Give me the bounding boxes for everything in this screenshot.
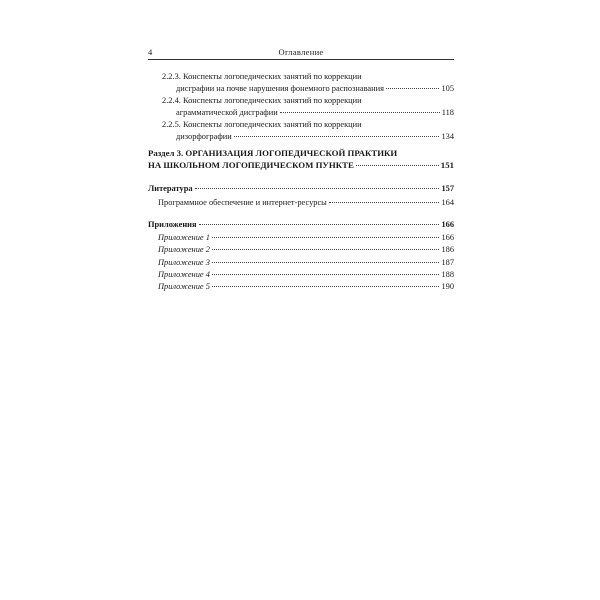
toc-entry-text: дисграфии на почве нарушения фонемного распознавания	[176, 84, 384, 94]
appendix-label: Приложение 4	[158, 270, 210, 280]
appendices-label: Приложения	[148, 220, 197, 230]
dot-leader	[212, 229, 440, 238]
appendix-label: Приложение 2	[158, 245, 210, 255]
toc-entry-text: 2.2.3. Конспекты логопедических занятий по коррекции	[162, 72, 362, 81]
running-header	[148, 47, 454, 60]
section-title: НА ШКОЛЬНОМ ЛОГОПЕДИЧЕСКОМ ПУНКТЕ	[148, 160, 354, 171]
toc-entry-line	[162, 106, 454, 118]
toc-page-number: 187	[441, 257, 454, 267]
literature-label: Литература	[148, 183, 193, 193]
toc-page-number: 151	[440, 160, 454, 171]
toc-page-number: 166	[441, 232, 454, 242]
toc-page-number: 157	[441, 183, 454, 193]
toc-page-number: 188	[441, 270, 454, 280]
dot-leader	[212, 266, 440, 275]
toc-entry-2-2-3	[148, 72, 454, 95]
dot-leader	[280, 104, 440, 113]
toc-entry-text: 2.2.5. Конспекты логопедических занятий по коррекции	[162, 119, 362, 129]
toc-page-number: 134	[441, 132, 454, 142]
toc-entry-line	[148, 196, 454, 208]
toc-entry-text: 2.2.4. Конспекты логопедических занятий по коррекции	[162, 95, 362, 105]
toc-page-number: 118	[441, 108, 454, 118]
toc-literature	[148, 182, 454, 209]
appendix-label: Приложение 5	[158, 282, 210, 292]
toc-page-number: 105	[441, 84, 454, 94]
dot-leader	[329, 194, 440, 203]
toc-page-number: 186	[441, 245, 454, 255]
dot-leader	[195, 180, 440, 189]
toc-entry-text: дизорфографии	[176, 132, 232, 142]
appendix-label: Приложение 1	[158, 232, 210, 242]
toc-entry-2-2-4	[148, 96, 454, 119]
toc-appendices	[148, 218, 454, 292]
toc-section-3	[148, 148, 454, 170]
dot-leader	[234, 128, 440, 137]
toc-page-number: 166	[441, 220, 454, 230]
dot-leader	[199, 216, 440, 225]
section-title: Раздел 3. ОРГАНИЗАЦИЯ ЛОГОПЕДИЧЕСКОЙ ПРАКТИКИ	[148, 148, 398, 159]
toc-entry-line	[148, 159, 454, 171]
toc-entry-text: аграмматической дисграфии	[176, 108, 278, 118]
toc-entry-line	[162, 82, 454, 94]
toc-page-number: 190	[441, 282, 454, 292]
dot-leader	[212, 241, 440, 250]
toc-entry-2-2-5	[148, 120, 454, 143]
toc-entry-line	[148, 182, 454, 194]
literature-sub-label: Программное обеспечение и интернет-ресурсы	[158, 198, 327, 208]
dot-leader	[212, 278, 440, 287]
table-of-contents	[148, 72, 454, 293]
dot-leader	[212, 254, 440, 263]
dot-leader	[386, 80, 439, 89]
appendix-item	[148, 280, 454, 292]
toc-entry-line	[162, 130, 454, 142]
appendix-label: Приложение 3	[158, 257, 210, 267]
dot-leader	[356, 157, 439, 166]
header-title: Оглавление	[278, 47, 324, 57]
page-number: 4	[148, 47, 153, 57]
toc-page-number: 164	[441, 198, 454, 208]
